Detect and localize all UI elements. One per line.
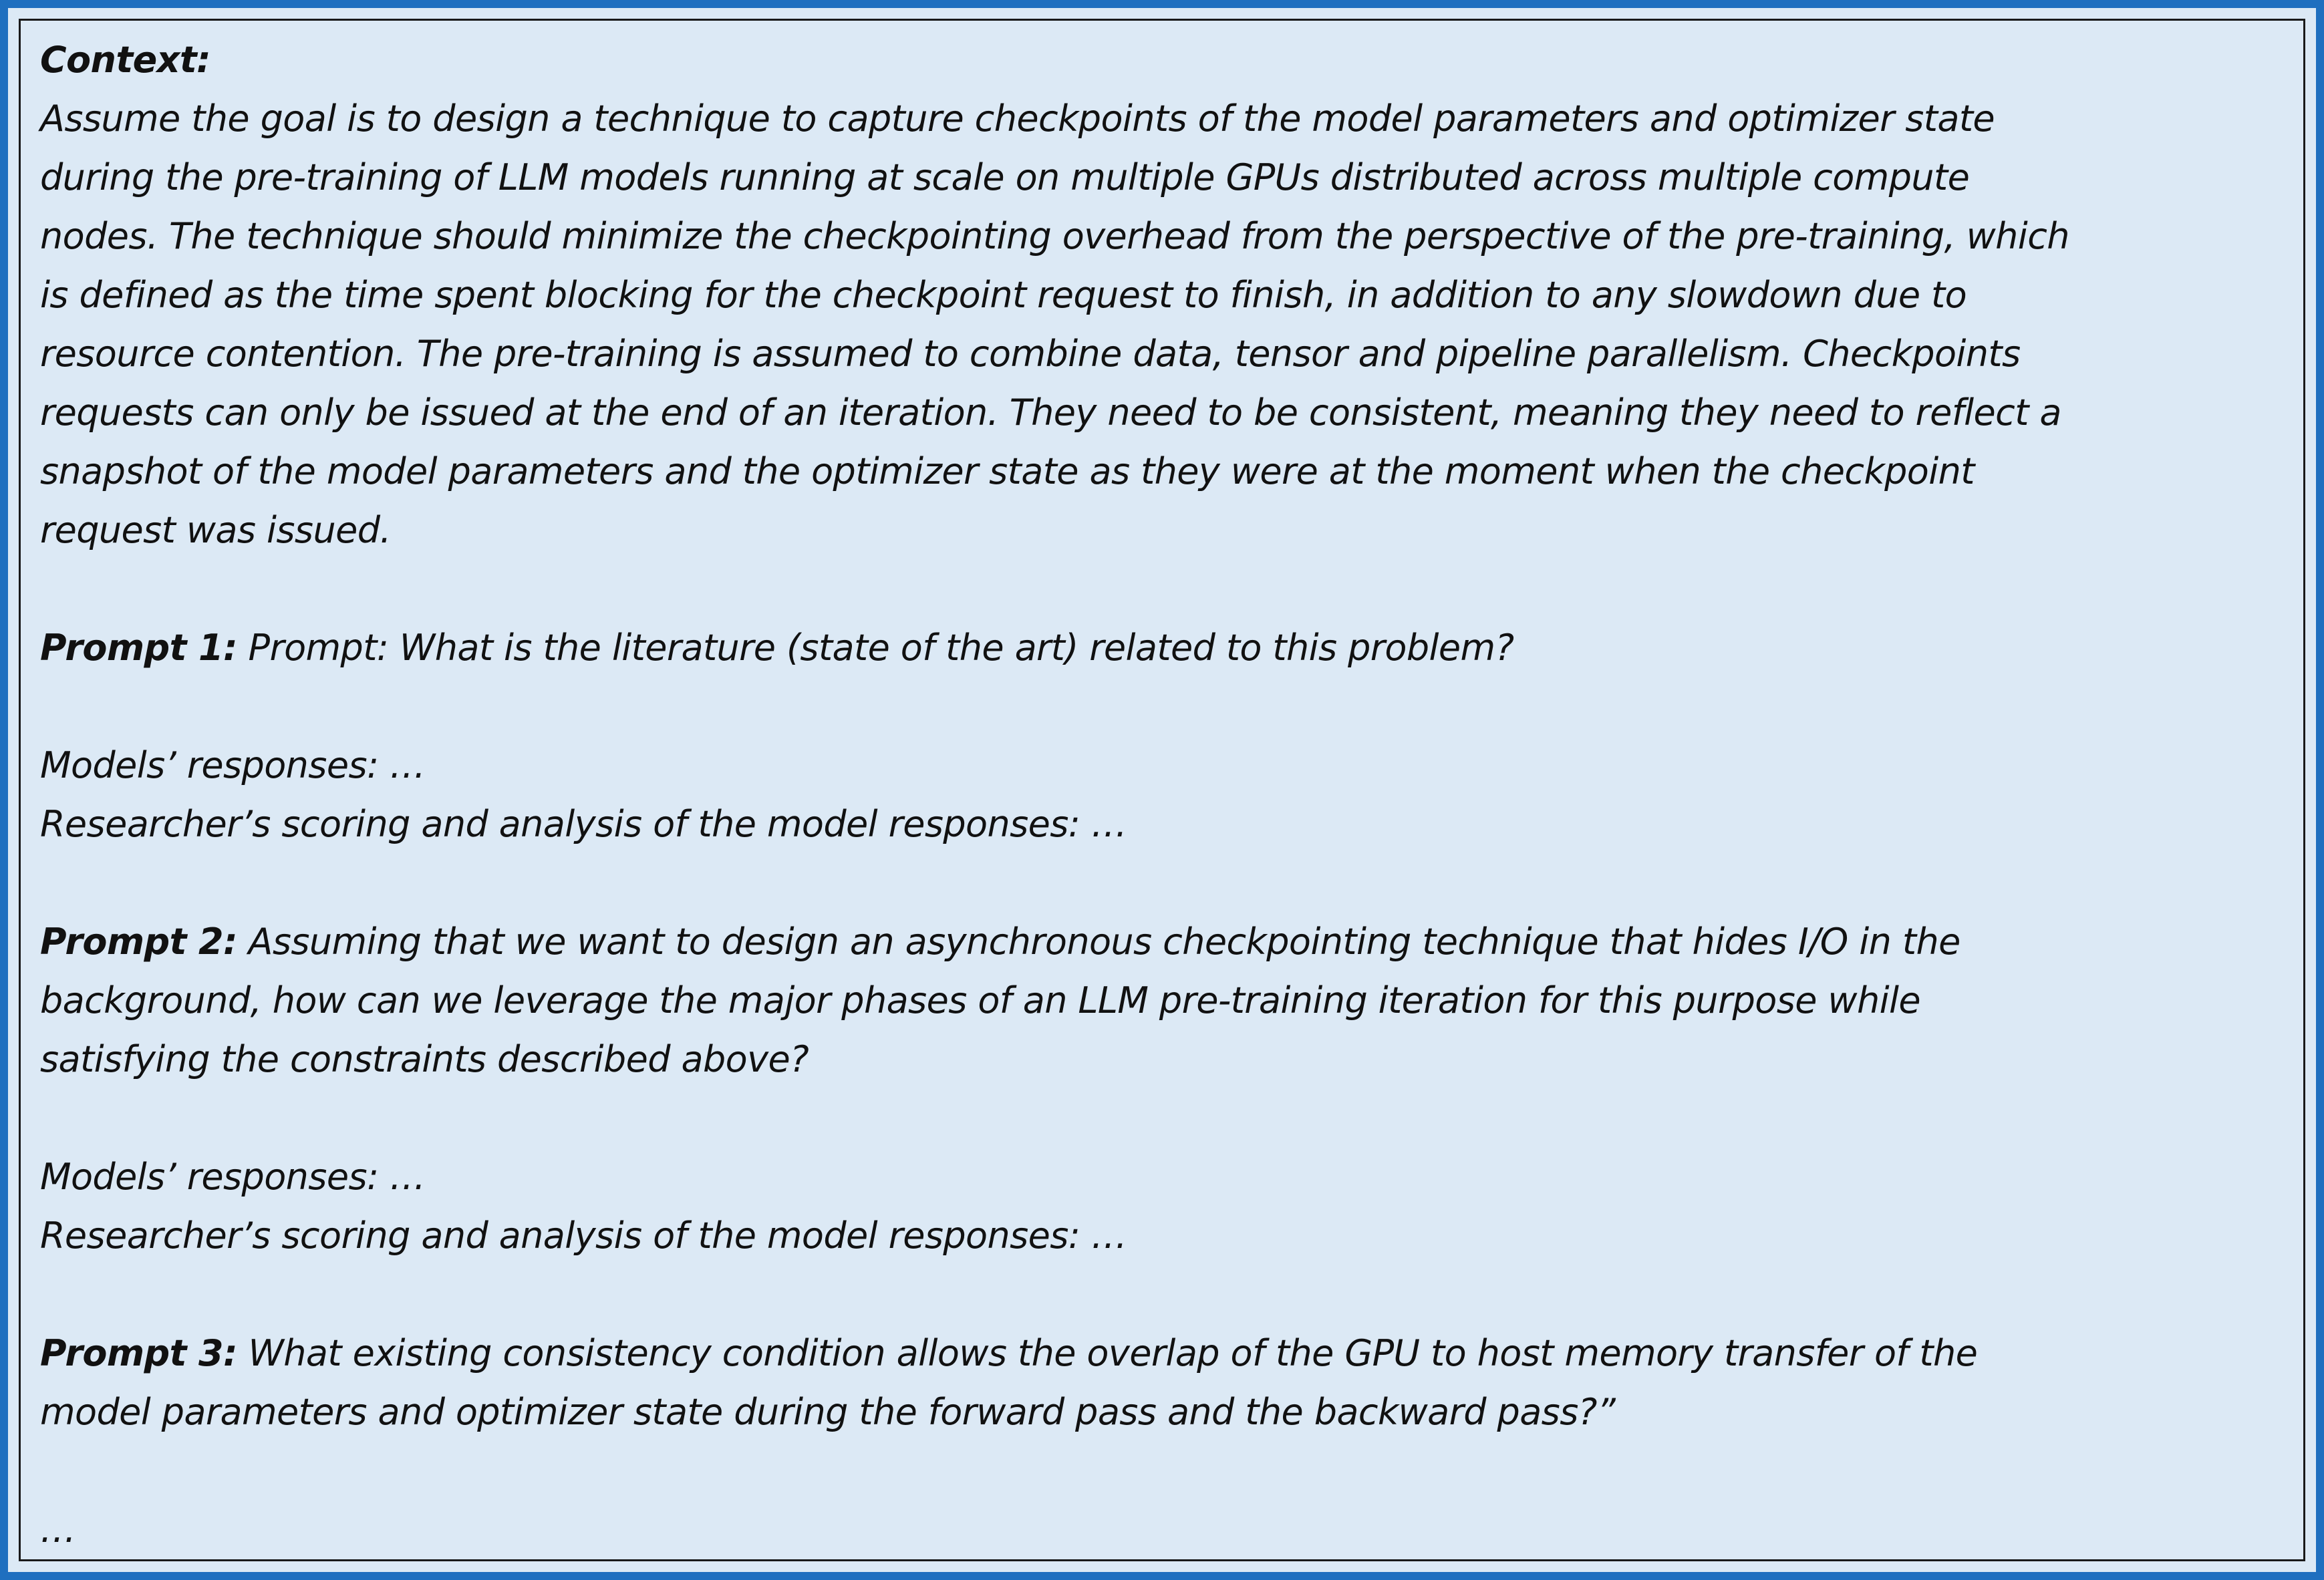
spacer [40,1089,2305,1148]
prompt-2-line: background, how can we leverage the major phases of an LLM pre-training iteration for this purpose while [40,979,1921,1021]
prompt-1-label: Prompt 1: [40,627,237,669]
spacer [40,854,2305,913]
context-line: during the pre-training of LLM models running at scale on multiple GPUs distributed across multiple compute [40,156,1970,198]
context-line: requests can only be issued at the end of an iteration. They need to be consistent, meaning they need to reflect a [40,391,2061,434]
prompt-1-scoring: Researcher’s scoring and analysis of the model responses: … [40,803,1127,845]
prompt-1 [40,619,2305,677]
spacer [40,1265,2305,1324]
prompt-2 [40,913,2305,971]
context-heading: Context: [40,39,211,81]
prompt-3-label: Prompt 3: [40,1332,237,1374]
prompt-2-responses: Models’ responses: … [40,1156,426,1198]
prompt-1-responses: Models’ responses: … [40,744,426,786]
prompt-2-line: satisfying the constraints described above? [40,1038,809,1080]
context-line: request was issued. [40,509,391,551]
context-line: is defined as the time spent blocking for the checkpoint request to finish, in addition to any slowdown due to [40,274,1967,316]
spacer [40,677,2305,736]
spacer [40,560,2305,619]
prompt-3-line: model parameters and optimizer state during the forward pass and the backward pass?” [40,1391,1616,1433]
prompt-2-scoring: Researcher’s scoring and analysis of the model responses: … [40,1215,1127,1257]
context-line: resource contention. The pre-training is assumed to combine data, tensor and pipeline parallelism. Checkpoints [40,333,2021,375]
spacer [40,1442,2305,1500]
ellipsis: … [40,1509,76,1551]
document-body [40,31,2305,1559]
prompt-3 [40,1324,2305,1383]
context-line: snapshot of the model parameters and the optimizer state as they were at the moment when the checkpoint [40,450,1975,492]
prompt-3-text: What existing consistency condition allows the overlap of the GPU to host memory transfer of the [237,1332,1978,1374]
context-line: nodes. The technique should minimize the checkpointing overhead from the perspective of the pre-training, which [40,215,2069,257]
prompt-2-label: Prompt 2: [40,921,237,963]
prompt-2-text: Assuming that we want to design an asynchronous checkpointing technique that hides I/O in the [237,921,1960,963]
prompt-1-text: Prompt: What is the literature (state of the art) related to this problem? [237,627,1514,669]
context-line: Assume the goal is to design a technique to capture checkpoints of the model parameters and optimizer state [40,98,1995,140]
